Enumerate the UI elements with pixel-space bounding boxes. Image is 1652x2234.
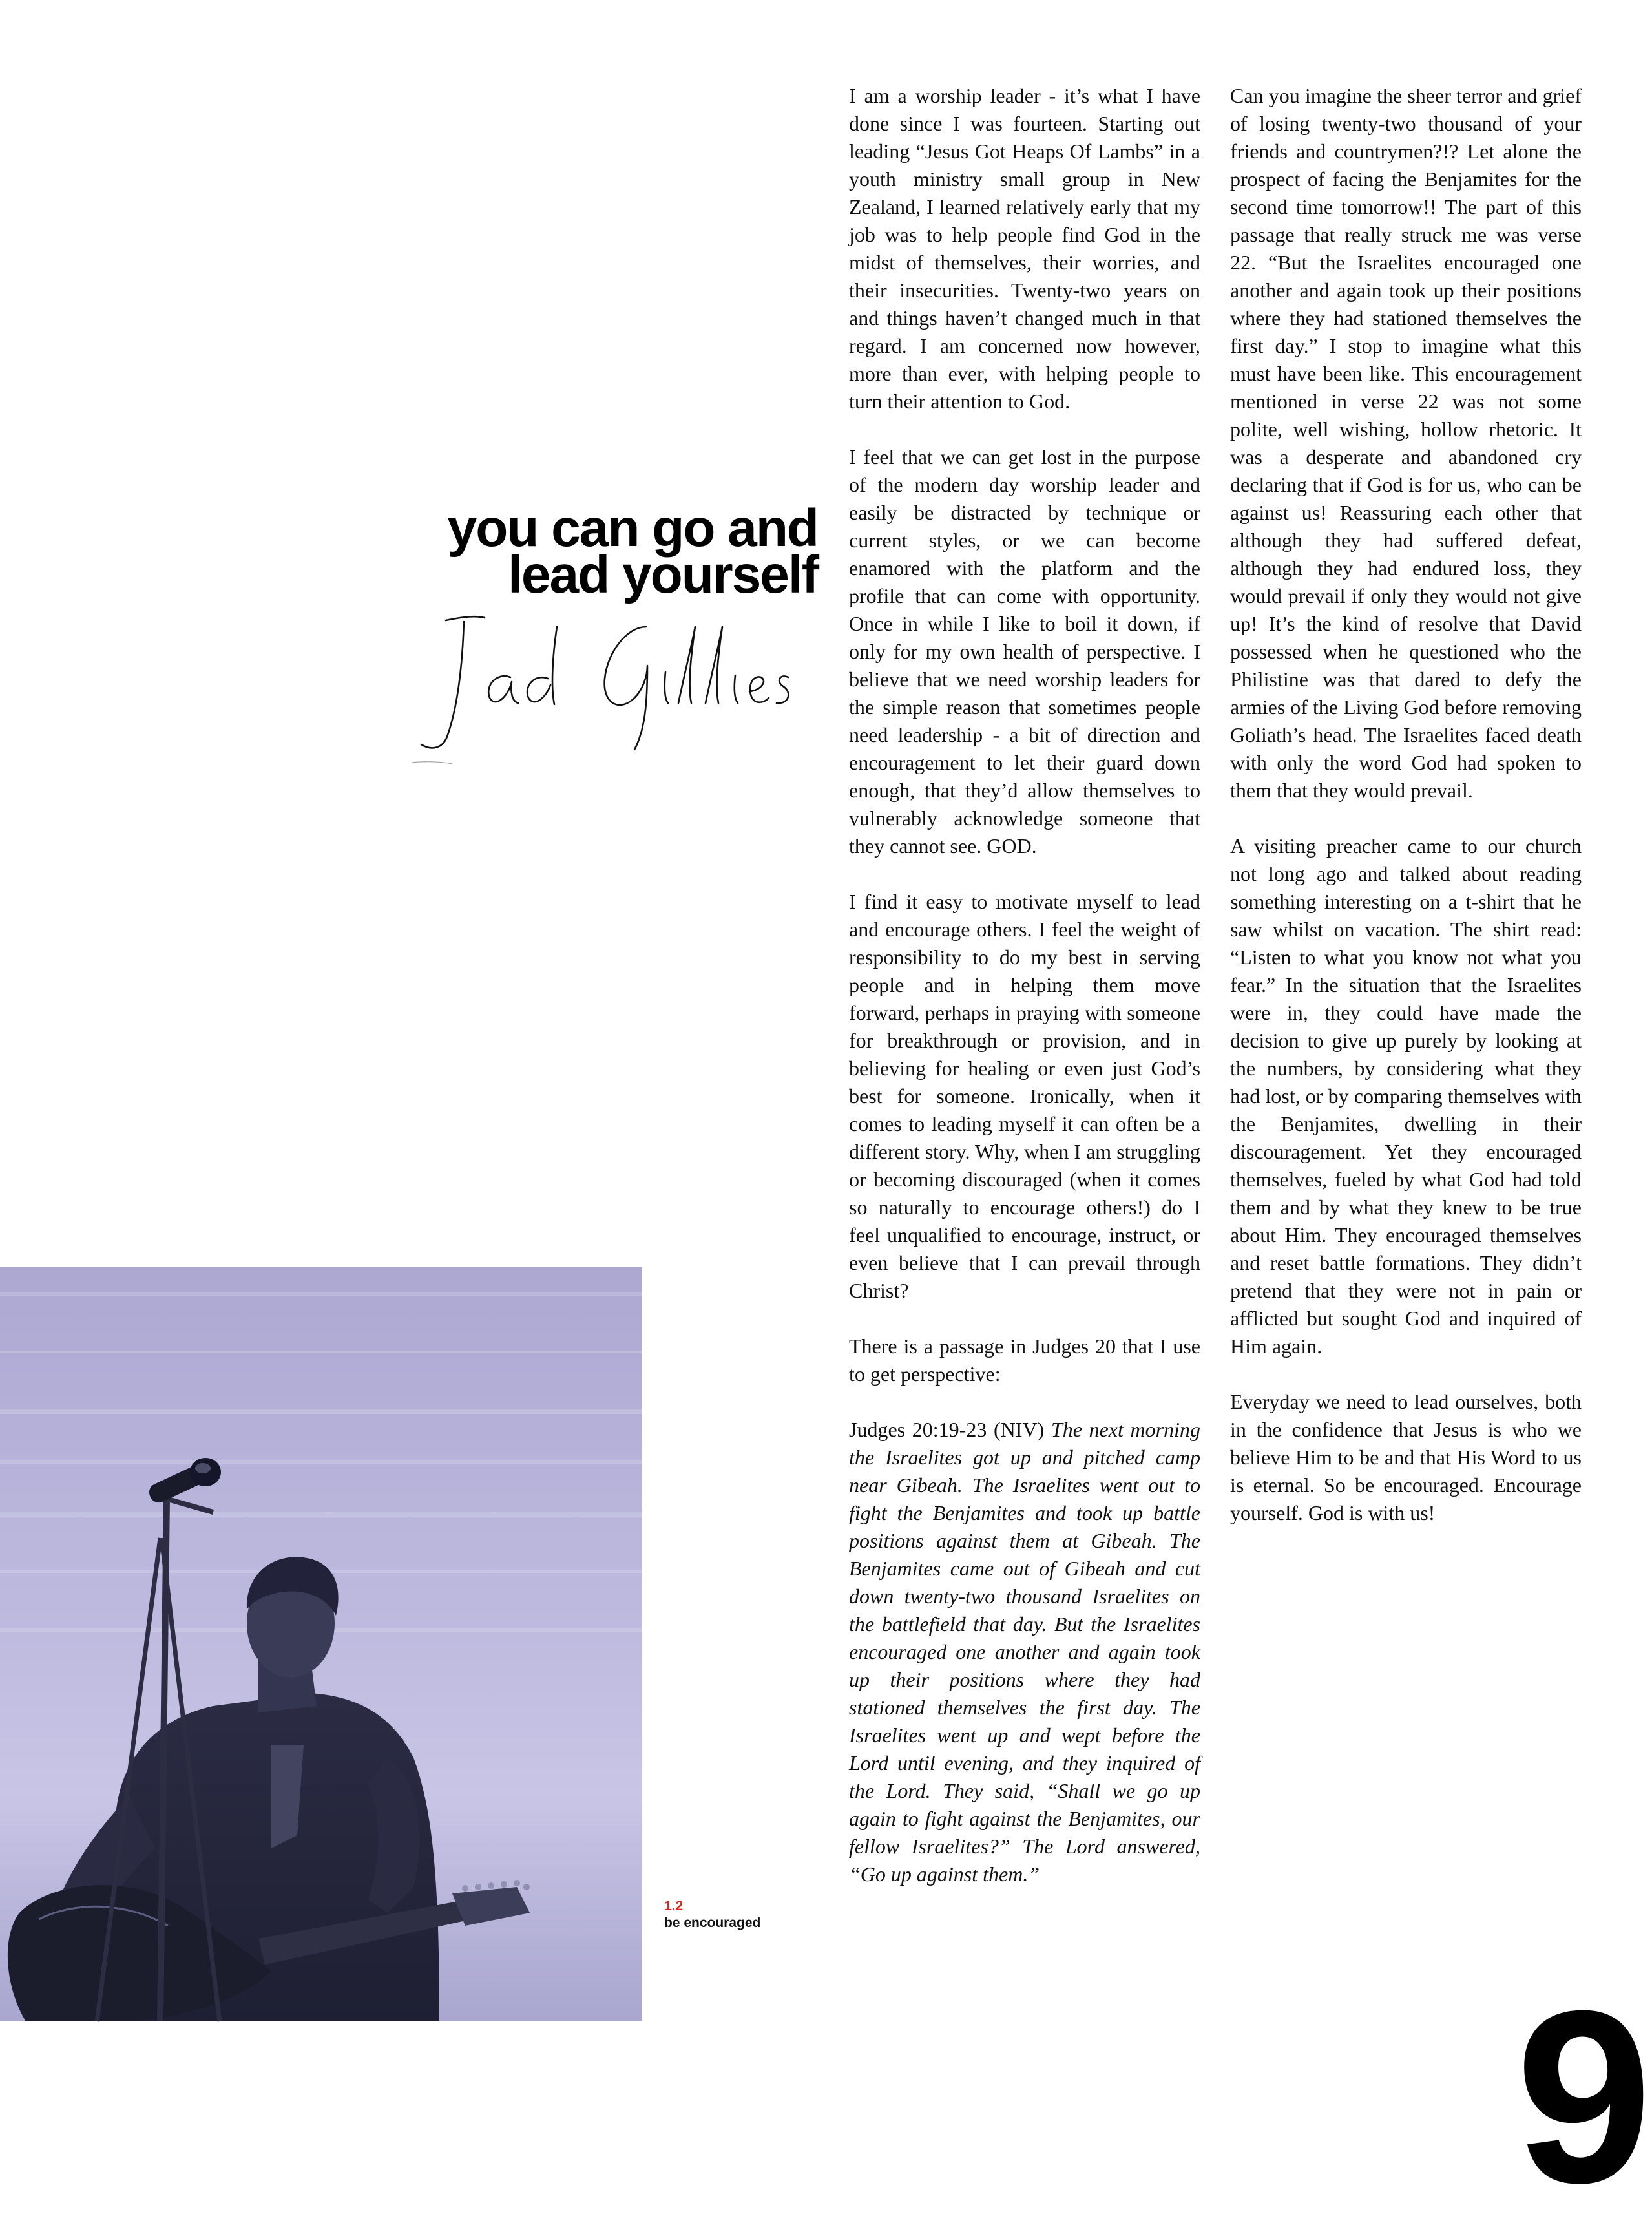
guitarist-silhouette [0,1267,642,2021]
scripture-reference: Judges 20:19-23 (NIV) [849,1418,1051,1441]
paragraph: There is a passage in Judges 20 that I use to get perspective: [849,1334,1200,1386]
author-signature [407,601,821,769]
scripture-paragraph [849,1416,1200,1888]
signature-drawing [407,601,821,769]
worship-leader-photo [0,1267,642,2021]
article-column-right [1230,82,1582,1527]
paragraph: I feel that we can get lost in the purpose of the modern day worship leader and easily be distracted by technique or current styles, or we can become enamored with the platform and the profile that can come with opportunity. Once in while I like to boil it down, if only for my own health of perspective. I believe that we need worship leaders for the simple reason that sometimes people need leadership - a bit of direction and encouragement to let their guard down enough, that they’d allow themselves to vulnerably acknowledge someone that they cannot see. GOD. [849,445,1200,858]
headline-line-1: you can go and [447,499,818,558]
paragraph: A visiting preacher came to our church not long ago and talked about reading something interesting on a t-shirt that he saw whilst on vacation. The shirt read: “Listen to what you know not what you fear.” In the situation that the Israelites were in, they could have made the decision to give up purely by looking at the numbers, by considering what they had lost, or by comparing themselves with the Benjamites, dwelling in their discouragement. Yet they encouraged themselves, fueled by what God had told them and by what they knew to be true about Him. They encouraged themselves and reset battle formations. They didn’t pretend that they were not in pain or afflicted but sought God and inquired of Him again. [1230,834,1582,1358]
paragraph: Everyday we need to lead ourselves, both in the confidence that Jesus is who we believe Him to be and that His Word to us is eternal. So be encouraged. Encourage yourself. God is with us! [1230,1390,1582,1524]
headline-line-2: lead yourself [508,545,818,604]
scripture-quote: The next morning the Israelites got up and pitched camp near Gibeah. The Israelites went out to fight the Benjamites and took up battle positions against them at Gibeah. The Benjamites came out of Gibeah and cut down twenty-two thousand Israelites on the battlefield that day. But the Israelites encouraged one another and again took up their positions where they had stationed themselves the first day. The Israelites went up and wept before the Lord until evening, and they inquired of the Lord. They said, “Shall we go up again to fight against the Benjamites, our fellow Israelites?” The Lord answered, “Go up against them.” [849,1418,1201,1886]
paragraph: I am a worship leader - it’s what I have done since I was fourteen. Starting out leading “Jesus Got Heaps Of Lambs” in a youth ministry small group in New Zealand, I learned relatively early that my job was to help people find God in the midst of themselves, their worries, and their insecurities. Twenty-two years on and things haven’t changed much in that regard. I am concerned now however, more than ever, with helping people to turn their attention to God. [849,84,1200,413]
caption-number: 1.2 [664,1899,684,1913]
paragraph: Can you imagine the sheer terror and grief of losing twenty-two thousand of your friends and countrymen?!? Let alone the prospect of facing the Benjamites for the second time tomorrow!! The part of this passage that really struck me was verse 22. “But the Israelites encouraged one another and again took up their positions where they had stationed themselves the first day.” I stop to imagine what this must have been like. This encouragement mentioned in verse 22 was not some polite, well wishing, hollow rhetoric. It was a desperate and abandoned cry declaring that if God is for us, who can be against us! Reassuring each other that although they had suffered defeat, although they had endured loss, they would prevail if only they would not give up! It’s the kind of resolve that David possessed when he questioned who the Philistine was that dared to defy the armies of the Living God before removing Goliath’s head. The Israelites faced death with only the word God had spoken to them that they would prevail. [1230,84,1582,802]
article-headline [447,499,818,604]
paragraph: I find it easy to motivate myself to lead and encourage others. I feel the weight of responsibility to do my best in serving people and in helping them move forward, perhaps in praying with someone for breakthrough or provision, and in believing for healing or even just God’s best for someone. Ironically, when it comes to leading myself it can often be a different story. Why, when I am struggling or becoming discouraged (when it comes so naturally to encourage others!) do I feel unqualified to encourage, instruct, or even believe that I can prevail through Christ? [849,890,1200,1302]
photo-caption [664,1898,760,1932]
caption-label: be encouraged [664,1915,761,1930]
page-number: 9 [1516,1959,1652,2234]
article-column-left [849,82,1200,1888]
